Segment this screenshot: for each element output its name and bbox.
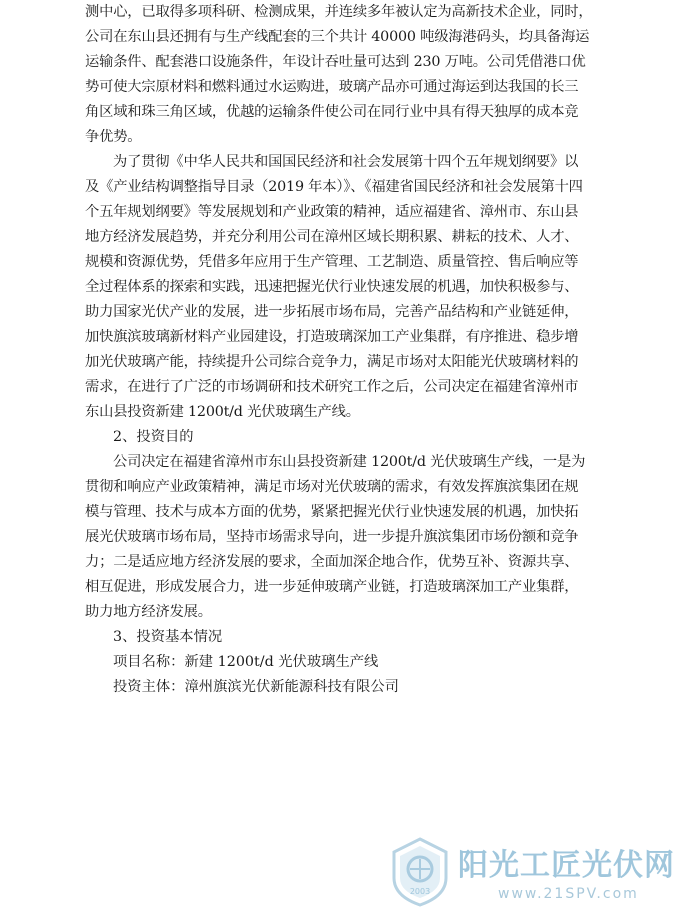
text-line: 加快旗滨玻璃新材料产业园建设，打造玻璃深加工产业集群，有序推进、稳步增 <box>85 329 579 345</box>
text-line: 运输条件、配套港口设施条件，年设计吞吐量可达到 230 万吨。公司凭借港口优 <box>85 54 586 70</box>
text-line: 助力地方经济发展。 <box>85 604 212 620</box>
section-heading-investment-basics: 3、投资基本情况 <box>113 629 223 645</box>
watermark-year: 2003 <box>409 887 431 896</box>
text-line: 相互促进，形成发展合力，进一步延伸玻璃产业链，打造玻璃深加工产业集群， <box>85 579 579 595</box>
text-line: 及《产业结构调整指导目录（2019 年本）》、《福建省国民经济和社会发展第十四 <box>85 179 583 195</box>
investor-line: 投资主体：漳州旗滨光伏新能源科技有限公司 <box>113 679 399 695</box>
text-line: 助力国家光伏产业的发展，进一步拓展市场布局，完善产品结构和产业链延伸， <box>85 304 579 320</box>
text-line: 加光伏玻璃产能，持续提升公司综合竞争力，满足市场对太阳能光伏玻璃材料的 <box>85 354 579 370</box>
text-line: 力；二是适应地方经济发展的要求，全面加深企地合作，优势互补、资源共享、 <box>85 554 579 570</box>
section-heading-investment-purpose: 2、投资目的 <box>113 429 194 445</box>
text-line: 为了贯彻《中华人民共和国国民经济和社会发展第十四个五年规划纲要》以 <box>113 154 579 170</box>
text-line: 全过程体系的探索和实践，迅速把握光伏行业快速发展的机遇，加快积极参与、 <box>85 279 579 295</box>
watermark-url: www.21SPV.com <box>498 886 639 902</box>
text-line: 东山县投资新建 1200t/d 光伏玻璃生产线。 <box>85 404 360 420</box>
text-line: 展光伏玻璃市场布局，坚持市场需求导向，进一步提升旗滨集团市场份额和竞争 <box>85 529 579 545</box>
project-name-line: 项目名称：新建 1200t/d 光伏玻璃生产线 <box>113 654 379 670</box>
text-line: 模与管理、技术与成本方面的优势，紧紧把握光伏行业快速发展的机遇，加快拓 <box>85 504 579 520</box>
text-line: 角区域和珠三角区域，优越的运输条件使公司在同行业中具有得天独厚的成本竞 <box>85 104 579 120</box>
text-line: 贯彻和响应产业政策精神，满足市场对光伏玻璃的需求，有效发挥旗滨集团在规 <box>85 479 579 495</box>
text-line: 公司决定在福建省漳州市东山县投资新建 1200t/d 光伏玻璃生产线，一是为 <box>113 454 586 470</box>
text-line: 公司在东山县还拥有与生产线配套的三个共计 40000 吨级海港码头，均具备海运 <box>85 29 590 45</box>
watermark-brand: 阳光工匠光伏网 <box>458 848 675 883</box>
text-line: 规模和资源优势，凭借多年应用于生产管理、工艺制造、质量管控、售后响应等 <box>85 254 579 270</box>
text-line: 需求，在进行了广泛的市场调研和技术研究工作之后，公司决定在福建省漳州市 <box>85 379 579 395</box>
text-line: 测中心，已取得多项科研、检测成果，并连续多年被认定为高新技术企业，同时， <box>85 4 593 20</box>
text-line: 个五年规划纲要》等发展规划和产业政策的精神，适应福建省、漳州市、东山县 <box>85 204 579 220</box>
watermark-badge-icon <box>388 836 452 908</box>
text-line: 势可使大宗原材料和燃料通过水运购进，玻璃产品亦可通过海运到达我国的长三 <box>85 79 579 95</box>
watermark-logo <box>388 836 675 912</box>
text-line: 争优势。 <box>85 129 142 145</box>
text-line: 地方经济发展趋势，并充分利用公司在漳州区域长期积累、耕耘的技术、人才、 <box>85 229 579 245</box>
